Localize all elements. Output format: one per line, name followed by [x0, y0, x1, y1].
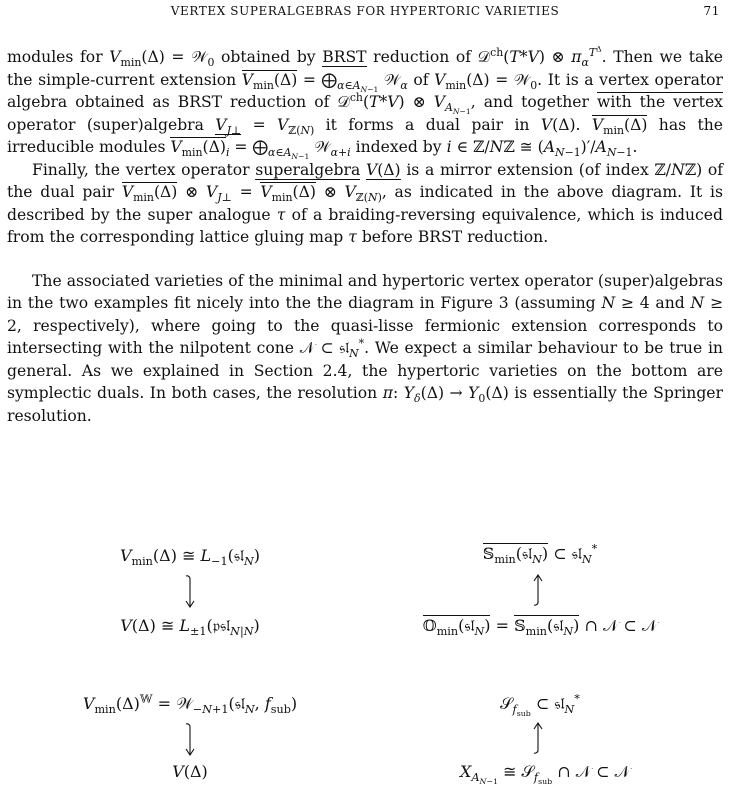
d2-bottom-right: $X_{A_{N-1}}$ ≅ 𝒮$_{f_{sub}}$ ∩ 𝒩 ⊂ 𝒩 — [460, 762, 630, 787]
d2-right-hook-arrow — [528, 720, 548, 756]
d1-left-hook-arrow — [180, 574, 200, 610]
paragraph-3: The associated varieties of the minimal and hypertoric vertex operator (super)algebras in the two examples fit nicely into the the diagram in Figure 3 (assuming N ≥ 4 and N ≥ 2, respectively), where going to the quasi-lisse fermionic extension corresponds to intersecting with the nilpotent cone 𝒩 ⊂ 𝔰𝔩$_N$*. We expect a similar behaviour to be true in general. As we explained in Section 2.4, the hypertoric varieties on the bottom are symplectic duals. In both cases, the resolution π: $Y_\delta(\Delta) \to Y_0(\Delta)$ is essentially the Springer resolution. — [7, 271, 724, 425]
d2-bottom-left: V(Δ) — [172, 762, 208, 781]
paragraph-1: modules for $V_{min}(\Delta)$ = 𝒲$_0$ obtained by BRST reduction of 𝒟$^{ch}$(T*V) ⊗ $\pi_\alpha^{T^\Delta}$. Then we take the simple-current extension $V_{min}(\Delta)$ = $⨁_{\alpha\in A_{N-1}}$ 𝒲$_\alpha$ of $V_{min}(\Delta)$ = 𝒲$_0$. It is a vertex operator algebra obtained as BRST reduction of 𝒟$^{ch}$(T*V) ⊗ $V_{A_{N-1}}$, and together with the vertex operator (super)algebra $V_{J\perp} = V_{ℤ(N)}$ it forms a dual pair in V(Δ). $V_{min}(\Delta)$ has the irreducible modules $V_{min}(\Delta)_i$ = $⨁_{\alpha\in A_{N-1}}$ 𝒲$_{\alpha+i}$ indexed by i ∈ ℤ/Nℤ ≅ $(A_{N-1})'/A_{N-1}$. — [7, 44, 724, 162]
d1-right-hook-arrow — [528, 572, 548, 608]
d1-top-left: $V_{min}(\Delta)$ ≅ $L_{-1}(𝔰𝔩_N)$ — [119, 546, 261, 569]
d1-bottom-right: 𝕆$_{min}$(𝔰𝔩$_N$) = 𝕊$_{min}$(𝔰𝔩$_N$) ∩ 𝒩 ⊂ 𝒩 — [422, 616, 658, 639]
page-number: 71 — [703, 4, 720, 18]
d2-top-left: $V_{min}(\Delta)^𝕎$ = 𝒲$_{-N+1}$(𝔰𝔩$_N$, $f_{sub}$) — [82, 692, 298, 717]
paragraph-gap — [7, 249, 723, 270]
d1-top-right: 𝕊$_{min}$(𝔰𝔩$_N$) ⊂ 𝔰𝔩$_N$* — [482, 542, 598, 567]
running-header — [0, 4, 730, 22]
d1-bottom-left: V(Δ) ≅ $L_{\pm 1}(𝔭𝔰𝔩_{N|N})$ — [120, 616, 260, 639]
running-title: VERTEX SUPERALGEBRAS FOR HYPERTORIC VARIETIES — [170, 4, 560, 18]
paragraph-2: Finally, the vertex operator superalgebra V(Δ) is a mirror extension (of index ℤ/Nℤ) of the dual pair $V_{min}(\Delta)$ ⊗ $V_{J\perp} = V_{min}(\Delta)$ ⊗ $V_{ℤ(N)}$, as indicated in the above diagram. It is described by the super analogue τ of a braiding-reversing equivalence, which is induced from the corresponding lattice gluing map τ before BRST reduction. — [7, 160, 724, 246]
d2-left-hook-arrow — [180, 722, 200, 758]
body-text — [7, 46, 723, 427]
d2-top-right: 𝒮$_{f_{sub}}$ ⊂ 𝔰𝔩$_N$* — [500, 692, 580, 719]
